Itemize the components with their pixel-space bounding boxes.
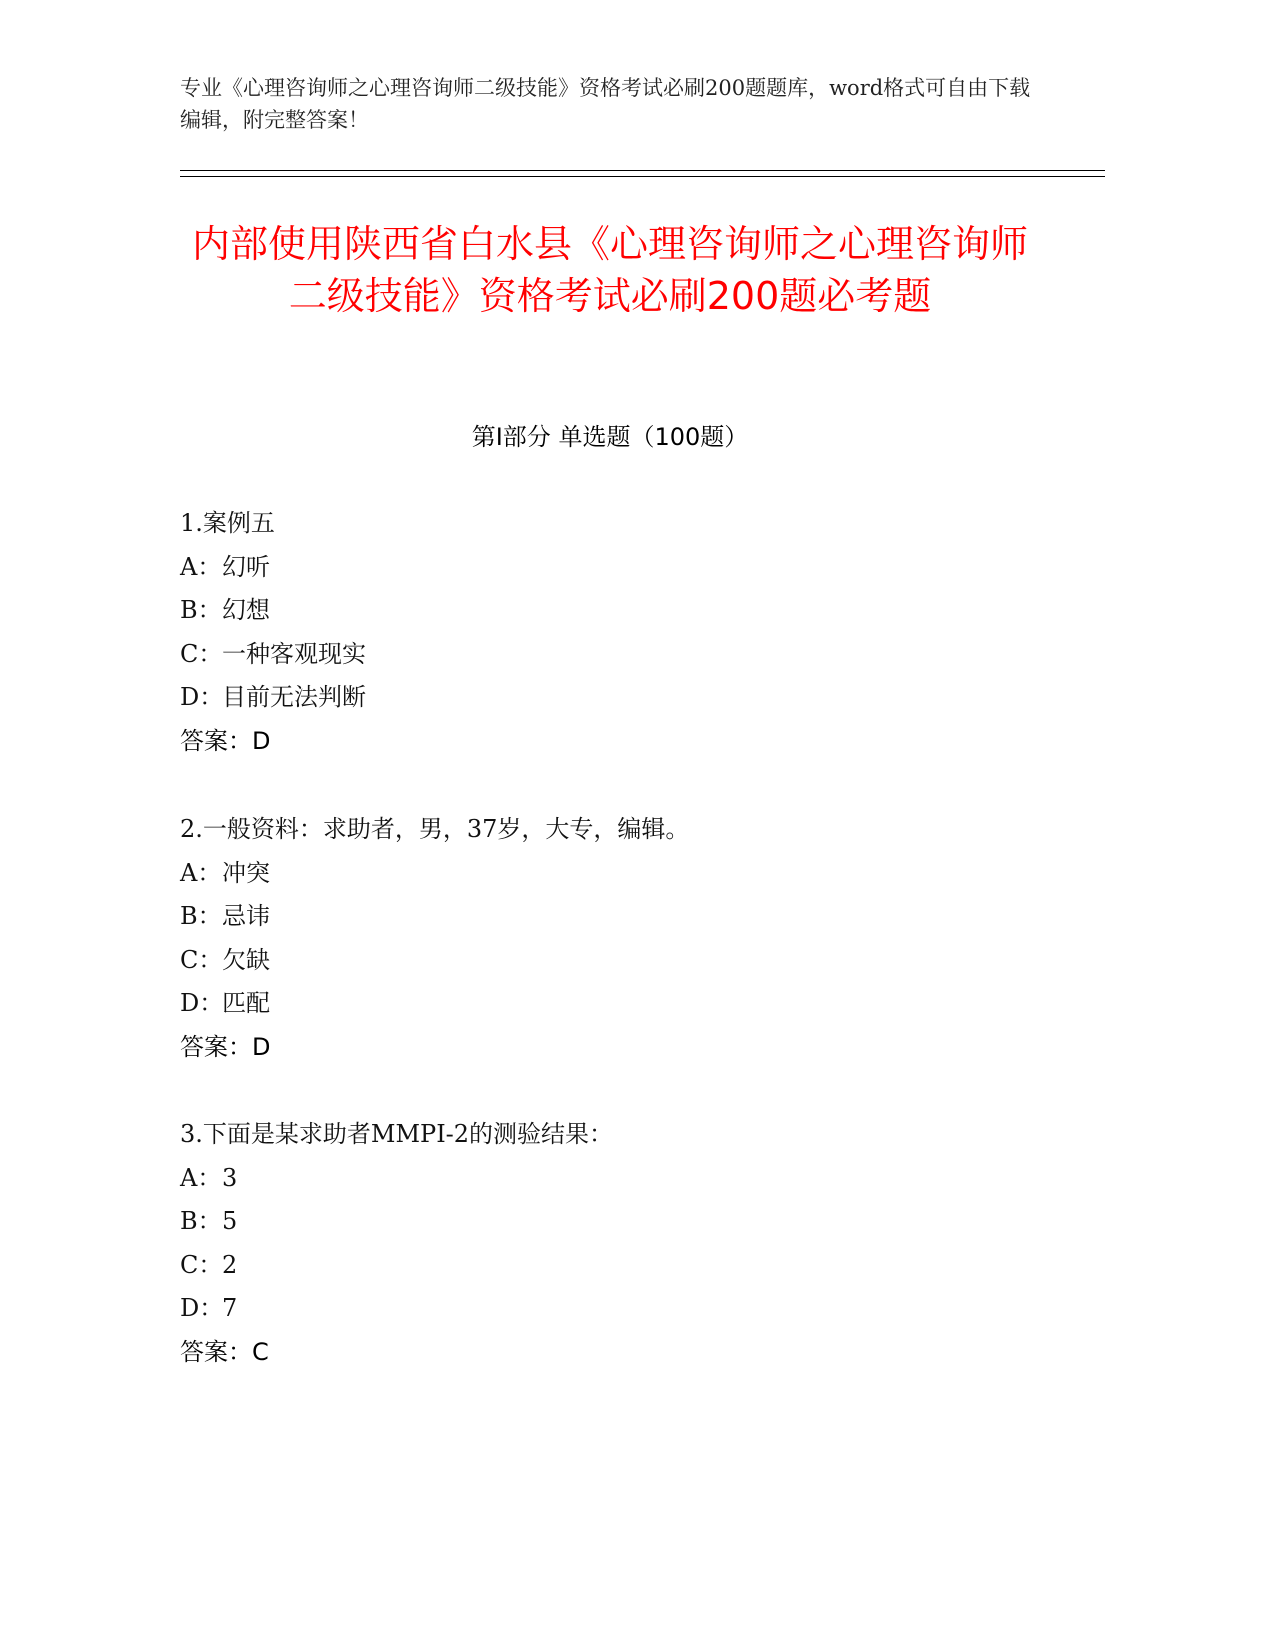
answer-label: 答案： <box>180 1032 252 1061</box>
document-title: 内部使用陕西省白水县《心理咨询师之心理咨询师二级技能》资格考试必刷200题必考题 <box>191 222 1028 318</box>
option-text: 一种客观现实 <box>222 639 366 668</box>
option-key: D： <box>180 1294 224 1323</box>
option-d <box>180 1287 1080 1331</box>
answer-value: C <box>252 1337 269 1366</box>
option-d <box>180 982 1080 1026</box>
option-text: 冲突 <box>222 858 270 887</box>
option-a <box>180 546 1080 590</box>
option-key: A： <box>180 858 222 887</box>
header-note: 专业《心理咨询师之心理咨询师二级技能》资格考试必刷200题题库，word格式可自由下载编辑，附完整答案！ <box>180 76 1031 132</box>
answer-line <box>180 1331 1080 1375</box>
option-d <box>180 676 1080 720</box>
section-title: 第I部分 单选题（100题） <box>471 423 749 451</box>
question-stem: 1.案例五 <box>180 509 275 537</box>
answer-line <box>180 720 1080 764</box>
option-text: 幻想 <box>222 596 270 625</box>
option-text: 忌讳 <box>222 902 270 931</box>
option-key: A： <box>180 1163 222 1192</box>
option-key: C： <box>180 639 223 668</box>
question-stem: 3.下面是某求助者MMPI-2的测验结果： <box>180 1120 614 1148</box>
option-b <box>180 895 1080 939</box>
option-text: 匹配 <box>222 989 270 1018</box>
option-a <box>180 852 1080 896</box>
option-text: 7 <box>222 1294 238 1323</box>
option-key: C： <box>180 1250 223 1279</box>
answer-value: D <box>252 1032 271 1061</box>
answer-label: 答案： <box>180 726 252 755</box>
option-key: D： <box>180 989 224 1018</box>
answer-value: D <box>252 726 271 755</box>
option-b <box>180 589 1080 633</box>
question-2 <box>180 808 1080 1070</box>
option-c <box>180 633 1080 677</box>
option-key: B： <box>180 596 222 625</box>
option-key: B： <box>180 1207 222 1236</box>
option-text: 5 <box>222 1207 238 1236</box>
answer-line <box>180 1026 1080 1070</box>
header-rule-top <box>180 170 1105 171</box>
option-key: D： <box>180 683 224 712</box>
option-text: 2 <box>222 1250 238 1279</box>
option-text: 幻听 <box>222 552 270 581</box>
answer-label: 答案： <box>180 1337 252 1366</box>
option-c <box>180 1244 1080 1288</box>
option-key: A： <box>180 552 222 581</box>
header-rule-bottom <box>180 176 1105 177</box>
option-text: 3 <box>222 1163 238 1192</box>
question-3 <box>180 1113 1080 1375</box>
option-b <box>180 1200 1080 1244</box>
option-text: 目前无法判断 <box>222 683 366 712</box>
question-1 <box>180 502 1080 764</box>
option-key: B： <box>180 902 222 931</box>
question-stem: 2.一般资料：求助者，男，37岁，大专，编辑。 <box>180 815 690 843</box>
option-c <box>180 939 1080 983</box>
option-key: C： <box>180 945 223 974</box>
option-text: 欠缺 <box>222 945 270 974</box>
option-a <box>180 1157 1080 1201</box>
